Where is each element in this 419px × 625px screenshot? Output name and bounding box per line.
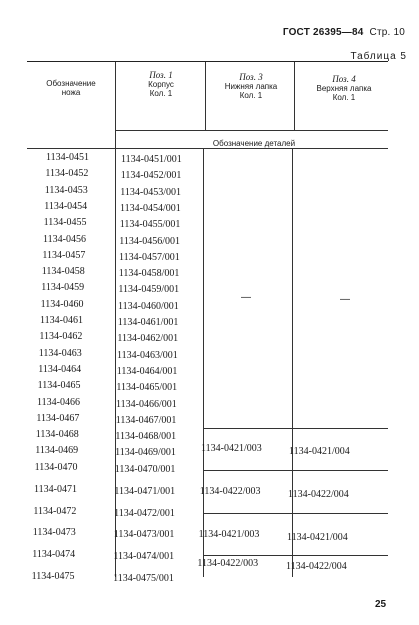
table-cell-body: 1134-0475/001 <box>113 573 174 585</box>
table-cell-designation: 1134-0473 <box>32 527 76 539</box>
table-cell-designation: 1134-0471 <box>34 483 77 495</box>
column-divider <box>205 62 206 130</box>
table-cell-body: 1134-0453/001 <box>120 186 182 198</box>
table-cell-body: 1134-0451/001 <box>121 154 182 165</box>
table-cell-body: 1134-0459/001 <box>118 284 180 296</box>
table-cell-body: 1134-0452/001 <box>120 170 182 182</box>
group-divider <box>203 470 388 471</box>
table-cell-designation: 1134-0464 <box>38 363 82 375</box>
table-cell-body: 1134-0465/001 <box>116 382 178 394</box>
column-divider <box>294 62 295 130</box>
table-cell-designation: 1134-0459 <box>41 282 85 294</box>
group-divider <box>203 428 388 429</box>
table-cell-body: 1134-0467/001 <box>115 414 177 426</box>
table-cell-designation: 1134-0474 <box>32 549 76 561</box>
table-cell-designation: 1134-0467 <box>36 412 80 424</box>
column-header-upper-foot: Поз. 4 Верхняя лапка Кол. 1 <box>316 74 372 102</box>
table-cell-body: 1134-0470/001 <box>114 463 176 475</box>
table-cell-designation: 1134-0470 <box>34 461 78 473</box>
empty-cell-dash: — <box>241 292 251 303</box>
standard-code: ГОСТ 26395—84 <box>282 27 364 38</box>
table-cell-body: 1134-0458/001 <box>118 268 180 280</box>
table-cell-body: 1134-0464/001 <box>116 365 178 377</box>
table-cell-designation: 1134-0463 <box>38 347 82 359</box>
table-cell-designation: 1134-0468 <box>35 429 79 441</box>
table-cell-upper-foot: 1134-0422/004 <box>288 489 349 500</box>
column-header-lower-foot: Поз. 3 Нижняя лапка Кол. 1 <box>224 72 278 100</box>
table-cell-body: 1134-0456/001 <box>119 235 181 247</box>
page-label: Стр. 10 <box>369 27 405 38</box>
table-cell-designation: 1134-0453 <box>44 184 88 196</box>
table-cell-upper-foot: 1134-0422/004 <box>286 561 347 572</box>
column-header-designation: Обозначение ножа <box>46 79 96 97</box>
subheader-parts-designation: Обозначение деталей <box>212 139 296 148</box>
page-header <box>283 27 405 38</box>
table-cell-lower-foot: 1134-0422/003 <box>199 486 261 497</box>
table-cell-designation: 1134-0454 <box>44 200 88 212</box>
table-top-rule <box>27 61 388 62</box>
table-cell-designation: 1134-0458 <box>41 266 85 278</box>
table-cell-designation: 1134-0457 <box>42 249 86 261</box>
table-cell-body: 1134-0466/001 <box>116 398 177 410</box>
table-cell-designation: 1134-0466 <box>37 396 80 408</box>
table-cell-body: 1134-0457/001 <box>119 251 180 263</box>
column-divider <box>115 62 116 577</box>
table-cell-body: 1134-0463/001 <box>117 349 178 361</box>
table-cell-designation: 1134-0455 <box>43 217 87 229</box>
table-cell-designation: 1134-0460 <box>40 298 84 310</box>
table-cell-body: 1134-0472/001 <box>114 507 175 519</box>
table-cell-designation: 1134-0465 <box>37 380 81 392</box>
table-cell-designation: 1134-0472 <box>33 505 77 517</box>
table-cell-body: 1134-0473/001 <box>113 529 175 541</box>
table-cell-lower-foot: 1134-0422/003 <box>197 558 259 569</box>
table-cell-body: 1134-0462/001 <box>117 333 179 345</box>
table-cell-upper-foot: 1134-0421/004 <box>287 532 348 543</box>
table-cell-body: 1134-0469/001 <box>115 447 176 459</box>
table-cell-upper-foot: 1134-0421/004 <box>289 446 350 457</box>
table-cell-body: 1134-0460/001 <box>118 300 179 312</box>
group-divider <box>203 555 388 556</box>
header-bottom-rule <box>27 148 388 149</box>
table-cell-lower-foot: 1134-0421/003 <box>198 529 260 540</box>
column-header-body: Поз. 1 Корпус Кол. 1 <box>148 70 174 98</box>
table-cell-body: 1134-0455/001 <box>119 219 181 231</box>
header-divider <box>115 130 388 131</box>
table-cell-designation: 1134-0462 <box>39 331 83 343</box>
table-cell-body: 1134-0461/001 <box>117 317 179 328</box>
table-cell-designation: 1134-0451 <box>46 152 89 163</box>
table-cell-designation: 1134-0456 <box>43 233 86 245</box>
table-cell-designation: 1134-0452 <box>45 168 89 180</box>
empty-cell-dash: — <box>340 294 350 305</box>
table-cell-designation: 1134-0475 <box>31 571 75 583</box>
table-cell-lower-foot: 1134-0421/003 <box>201 443 262 454</box>
table-title: Таблица 5 <box>350 51 407 62</box>
table-cell-body: 1134-0474/001 <box>113 551 175 563</box>
table-cell-designation: 1134-0469 <box>35 445 79 457</box>
table-cell-body: 1134-0471/001 <box>114 485 176 497</box>
table-cell-designation: 1134-0461 <box>40 315 83 326</box>
group-divider <box>203 513 388 514</box>
page-number: 25 <box>375 599 387 610</box>
table-cell-body: 1134-0468/001 <box>115 431 177 443</box>
table-cell-body: 1134-0454/001 <box>120 202 181 214</box>
